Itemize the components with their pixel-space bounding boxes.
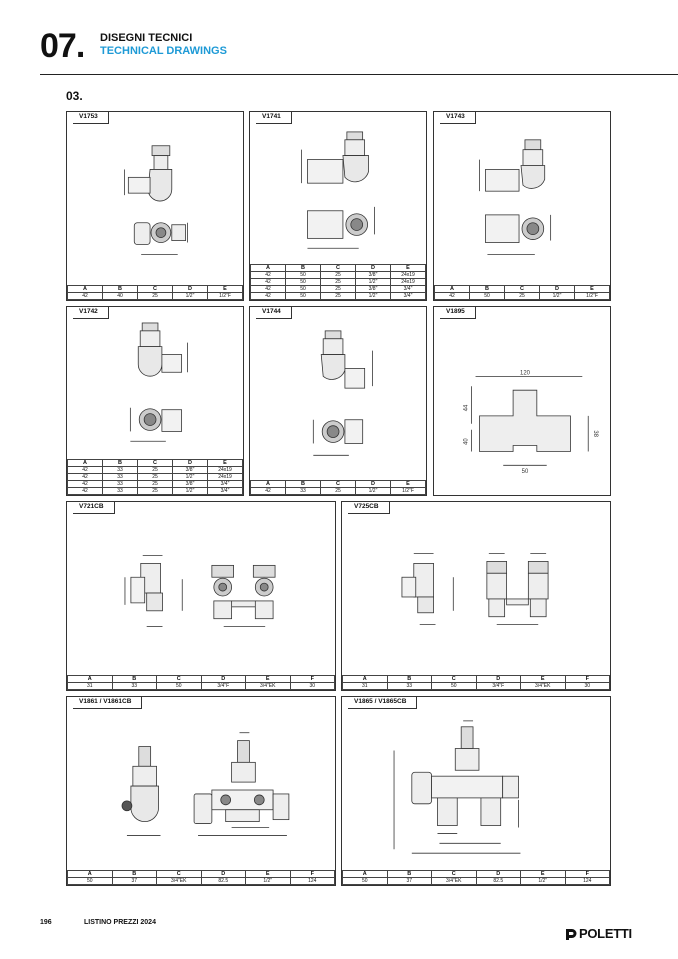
dim-label: 40 xyxy=(463,438,470,445)
panel-v1741 xyxy=(249,111,427,301)
brand-name: POLETTI xyxy=(579,925,632,941)
technical-drawing xyxy=(434,321,610,491)
dim-label: 50 xyxy=(521,469,529,476)
table-row: 31 33 50 3/4"F 3/4"EK 30 xyxy=(68,683,335,690)
panel-code: V721CB xyxy=(73,502,115,514)
spec-table: A B C D E 42 33 25 1/2" 1/2"F xyxy=(250,480,426,495)
panel-v1895 xyxy=(433,306,611,496)
table-row: 42 40 25 1/2" 1/2"F xyxy=(68,293,243,300)
table-row: 42 50 25 1/2" 1/2"F xyxy=(435,293,610,300)
panel-v1742 xyxy=(66,306,244,496)
dim-label: 38 xyxy=(592,430,599,437)
table-row: 31 33 50 3/4"F 3/4"EK 30 xyxy=(343,683,610,690)
spec-table: A B C D E F 50 37 3/4"EK 82.5 1/2" 124 xyxy=(67,870,335,885)
panel-code: V1744 xyxy=(256,307,292,319)
spec-table: A B C D E F 31 33 50 3/4"F 3/4"EK 30 xyxy=(67,675,335,690)
panel-code: V1895 xyxy=(440,307,476,319)
panel-code: V1861 / V1861CB xyxy=(73,697,142,709)
table-row: 42 33 25 1/2" 1/2"F xyxy=(251,488,426,495)
technical-drawing xyxy=(67,126,243,284)
dim-label: 44 xyxy=(463,404,470,412)
technical-drawing xyxy=(342,516,610,674)
table-row: 50 37 3/4"EK 82.5 1/2" 124 xyxy=(343,878,610,885)
poletti-logo-icon xyxy=(564,927,577,940)
header-divider xyxy=(40,74,678,75)
table-row: 42 50 25 1/2" 3/4" xyxy=(251,293,426,300)
panel-code: V1865 / V1865CB xyxy=(348,697,417,709)
table-row: 42 33 25 3/8" 3/4" xyxy=(68,481,243,488)
panel-v1753 xyxy=(66,111,244,301)
panel-v1865 xyxy=(341,696,611,886)
chapter-title-it: DISEGNI TECNICI xyxy=(100,32,193,44)
spec-table: A B C D E 42 33 25 3/8" 24x19 42 33 25 1/2" 24x19 42 33 25 3/8" 3/4" 42 33 25 1/2" 3/4" xyxy=(67,459,243,495)
technical-drawing xyxy=(67,516,335,674)
footer-title: LISTINO PREZZI 2024 xyxy=(84,919,156,926)
brand-logo xyxy=(564,926,632,940)
spec-table: A B C D E 42 50 25 3/8" 24x19 42 50 25 1/2" 24x19 42 50 25 3/8" 3/4" 42 50 25 1/2" 3/4" xyxy=(250,264,426,300)
panel-code: V1743 xyxy=(440,112,476,124)
panel-code: V1753 xyxy=(73,112,109,124)
section-number: 03. xyxy=(66,89,83,103)
table-row: 42 33 25 3/8" 24x19 xyxy=(68,467,243,474)
technical-drawing xyxy=(67,321,243,459)
spec-table: A B C D E 42 40 25 1/2" 1/2"F xyxy=(67,285,243,300)
technical-drawing xyxy=(342,711,610,869)
panel-code: V1742 xyxy=(73,307,109,319)
spec-table: A B C D E F 50 37 3/4"EK 82.5 1/2" 124 xyxy=(342,870,610,885)
panel-code: V725CB xyxy=(348,502,390,514)
table-row: 50 37 3/4"EK 82.5 1/2" 124 xyxy=(68,878,335,885)
panel-v1743 xyxy=(433,111,611,301)
panel-v721cb xyxy=(66,501,336,691)
dim-label: 120 xyxy=(520,370,530,377)
panel-code: V1741 xyxy=(256,112,292,124)
spec-table: A B C D E F 31 33 50 3/4"F 3/4"EK 30 xyxy=(342,675,610,690)
chapter-number: 07. xyxy=(40,27,85,65)
table-row: 42 50 25 3/8" 3/4" xyxy=(251,286,426,293)
page-number: 196 xyxy=(40,919,52,926)
panel-v1861 xyxy=(66,696,336,886)
table-row: 42 50 25 3/8" 24x19 xyxy=(251,272,426,279)
technical-drawing xyxy=(434,126,610,284)
technical-drawing xyxy=(250,126,426,264)
technical-drawing xyxy=(250,321,426,479)
chapter-title-en: TECHNICAL DRAWINGS xyxy=(100,45,227,57)
spec-table: A B C D E 42 50 25 1/2" 1/2"F xyxy=(434,285,610,300)
table-row: 42 33 25 1/2" 3/4" xyxy=(68,488,243,495)
technical-drawing xyxy=(67,711,335,869)
table-row: 42 50 25 1/2" 24x19 xyxy=(251,279,426,286)
panel-v1744 xyxy=(249,306,427,496)
table-row: 42 33 25 1/2" 24x19 xyxy=(68,474,243,481)
panel-v725cb xyxy=(341,501,611,691)
